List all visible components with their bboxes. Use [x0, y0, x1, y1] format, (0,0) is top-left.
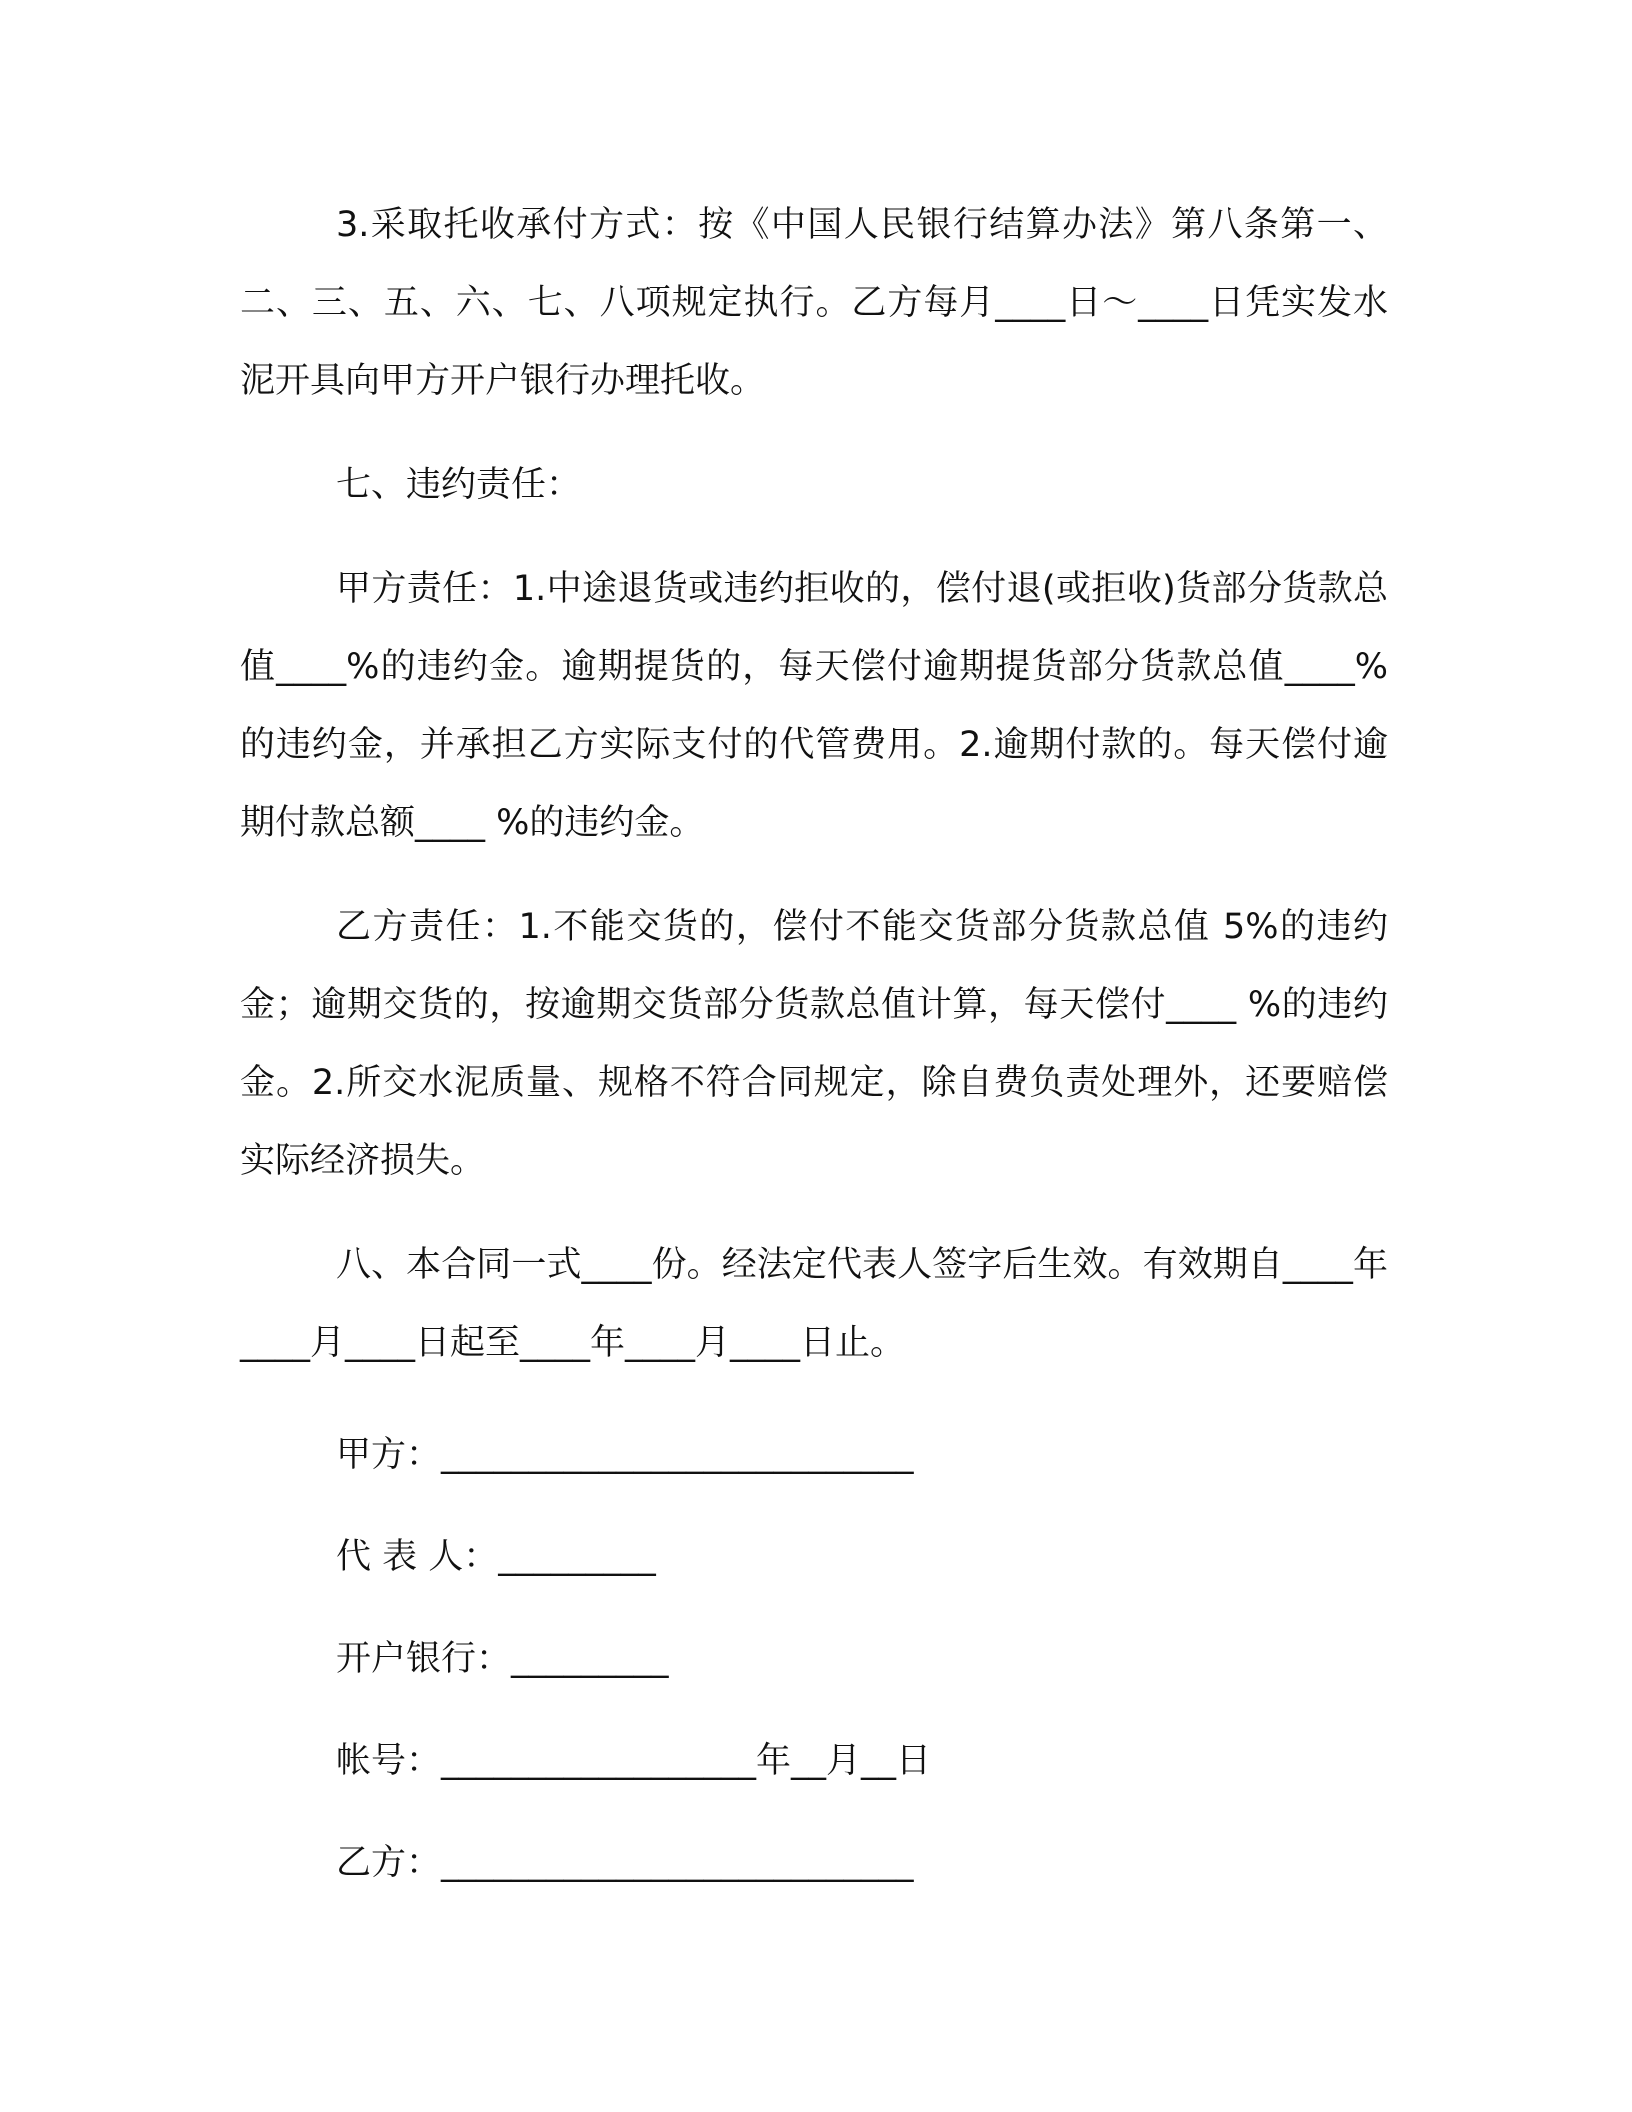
- section-heading-breach-liability: 七、违约责任：: [336, 465, 582, 505]
- signature-representative: 代 表 人：_________: [336, 1537, 656, 1577]
- document-body: [240, 186, 1388, 1914]
- clause-party-b-liability: 乙方责任：1.不能交货的，偿付不能交货部分货款总值 5%的违约金；逾期交货的，按逾期交货部分货款总值计算，每天偿付____ %的违约金。2.所交水泥质量、规格不符合同规定，除自费负责处理外，还要赔偿实际经济损失。: [240, 907, 1388, 1181]
- signature-party-b: 乙方：___________________________: [336, 1843, 914, 1883]
- signature-party-a: 甲方：___________________________: [336, 1435, 914, 1475]
- signature-bank: 开户银行：_________: [336, 1639, 669, 1679]
- clause-payment-method: 3.采取托收承付方式：按《中国人民银行结算办法》第八条第一、二、三、五、六、七、八项规定执行。乙方每月____日～____日凭实发水泥开具向甲方开户银行办理托收。: [240, 205, 1388, 401]
- clause-copies-validity: 八、本合同一式____份。经法定代表人签字后生效。有效期自____年____月____日起至____年____月____日止。: [240, 1245, 1388, 1363]
- clause-party-a-liability: 甲方责任：1.中途退货或违约拒收的，偿付退(或拒收)货部分货款总值____%的违约金。逾期提货的，每天偿付逾期提货部分货款总值____%的违约金，并承担乙方实际支付的代管费用。2.逾期付款的。每天偿付逾期付款总额____ %的违约金。: [240, 569, 1388, 843]
- signature-account-date: 帐号：__________________年__月__日: [336, 1741, 932, 1781]
